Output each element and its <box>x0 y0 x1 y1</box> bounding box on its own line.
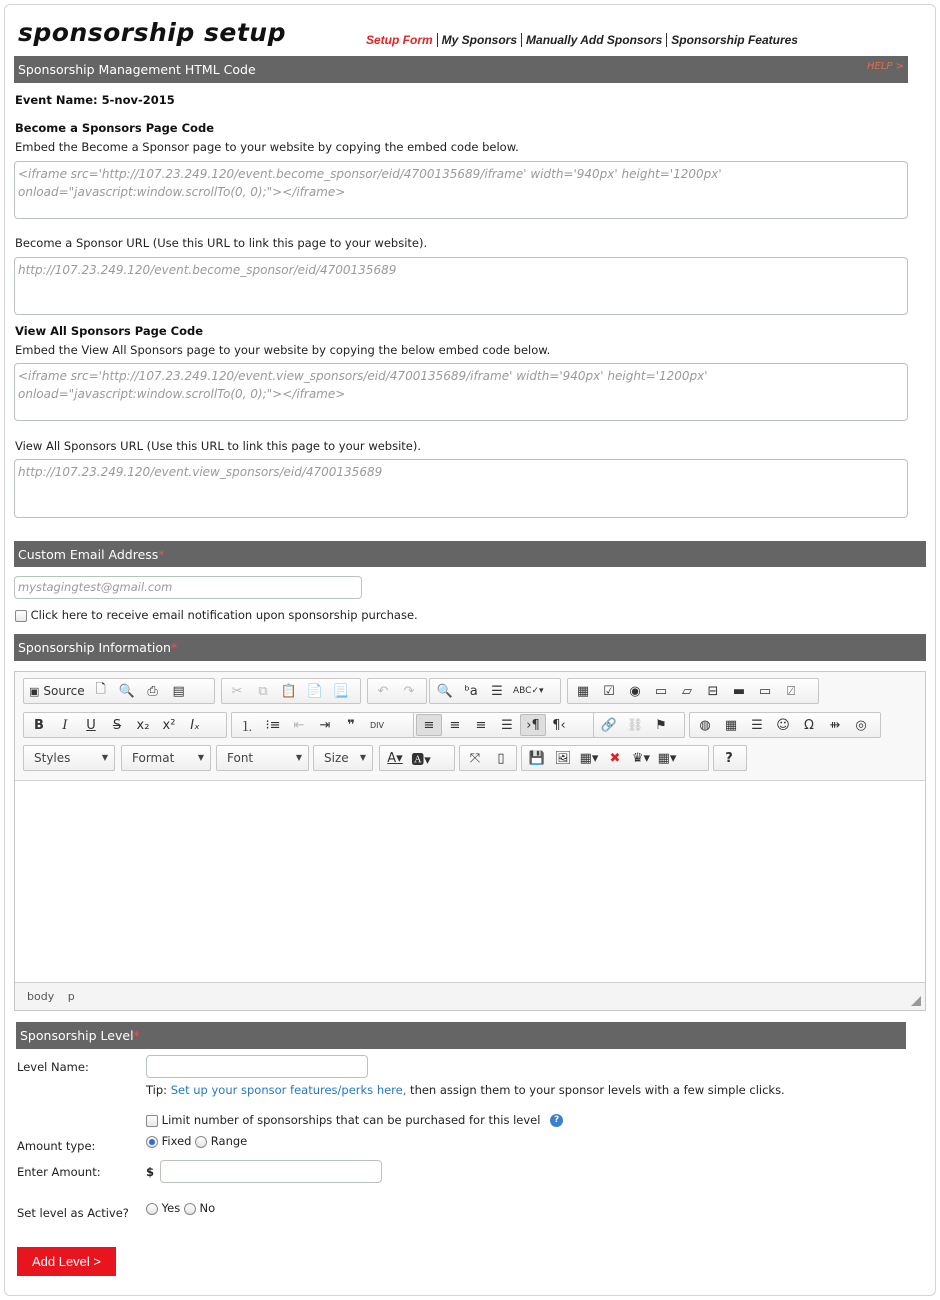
chevron-down-icon: ▼ <box>197 753 204 762</box>
become-sponsor-code-title: Become a Sponsors Page Code <box>15 121 214 135</box>
toolbar-group-about <box>713 745 747 771</box>
div-icon[interactable]: DIV <box>370 720 384 730</box>
select-all-icon[interactable]: ☰ <box>491 683 503 699</box>
limit-label: Limit number of sponsorships that can be purchased for this level <box>161 1113 541 1127</box>
view-sponsors-code-desc: Embed the View All Sponsors page to your website by copying the below embed code below. <box>15 343 551 357</box>
fixed-radio[interactable] <box>146 1136 158 1148</box>
toolbar-group-paragraph <box>231 712 415 738</box>
toolbar-group-editing <box>429 678 561 704</box>
blockquote-icon[interactable]: ❞ <box>347 717 355 733</box>
notify-label: Click here to receive email notification upon sponsorship purchase. <box>30 608 418 622</box>
remove-format-icon[interactable]: Iₓ <box>190 717 200 733</box>
email-section-header <box>14 541 926 567</box>
amount-input[interactable] <box>160 1160 382 1183</box>
flash-icon[interactable]: ◍ <box>699 717 711 733</box>
toolbar-group-links <box>593 712 685 738</box>
chevron-down-icon: ▼ <box>359 753 366 762</box>
link-icon[interactable]: 🔗 <box>600 717 618 733</box>
anchor-icon[interactable]: ⚑ <box>655 717 667 733</box>
rtl-icon[interactable]: ¶‹ <box>552 717 566 733</box>
textarea-icon[interactable]: ▱ <box>682 683 692 699</box>
info-section-title: Sponsorship Information <box>18 640 171 655</box>
yes-radio[interactable] <box>146 1203 158 1215</box>
bold-icon[interactable]: B <box>34 717 44 733</box>
image-icon[interactable]: 🖼 <box>554 750 572 766</box>
required-mark: * <box>170 640 178 655</box>
find-icon[interactable]: 🔍 <box>436 683 454 699</box>
templates-icon[interactable]: ▤ <box>172 683 185 699</box>
active-label: Set level as Active? <box>17 1206 129 1220</box>
undo-icon[interactable]: ↶ <box>377 683 389 699</box>
source-button[interactable]: ▣ Source <box>29 684 85 698</box>
limit-option <box>146 1113 563 1127</box>
unlink-icon[interactable]: ⛓ <box>626 717 644 733</box>
view-sponsors-code-textarea[interactable]: <iframe src='http://107.23.249.120/event.view_sponsors/eid/4700135689/iframe' width='940px' height='1200px' onload="javascript:window.scrollTo(0, 0);"></iframe> <box>14 363 908 421</box>
fixed-label: Fixed <box>161 1134 192 1148</box>
redo-icon[interactable]: ↷ <box>403 683 415 699</box>
smiley-icon[interactable]: ☺ <box>776 717 790 733</box>
toolbar-group-history <box>367 678 427 704</box>
paste-text-icon[interactable]: 📄 <box>306 683 324 699</box>
no-radio[interactable] <box>184 1203 196 1215</box>
become-sponsor-code-textarea[interactable]: <iframe src='http://107.23.249.120/event.become_sponsor/eid/4700135689/iframe' width='940px' height='1200px' onload="javascript:window.scrollTo(0, 0);"></iframe> <box>14 161 908 219</box>
level-name-label: Level Name: <box>17 1060 89 1074</box>
image-button-icon[interactable]: ▭ <box>758 683 772 699</box>
help-link[interactable]: HELP > <box>867 61 904 72</box>
widget-icon[interactable]: ♛▾ <box>631 750 651 766</box>
radio-icon[interactable]: ◉ <box>629 683 641 699</box>
editor-toolbar <box>15 672 925 781</box>
italic-icon[interactable]: I <box>62 717 68 733</box>
active-options <box>146 1201 215 1215</box>
font-dropdown[interactable]: Font ▼ <box>216 745 309 771</box>
maximize-icon[interactable]: ⤧ <box>469 750 481 766</box>
delete-icon[interactable]: ✖ <box>609 750 621 766</box>
print-icon[interactable]: ⎙ <box>147 683 158 699</box>
info-section-header <box>14 634 926 661</box>
checkbox-icon[interactable]: ☑ <box>603 683 615 699</box>
format-dropdown[interactable]: Format ▼ <box>121 745 211 771</box>
size-dropdown[interactable]: Size ▼ <box>313 745 373 771</box>
chevron-down-icon: ▼ <box>295 753 302 762</box>
select-icon[interactable]: ⊟ <box>707 683 719 699</box>
outdent-icon[interactable]: ⇤ <box>293 717 305 733</box>
table-menu-icon[interactable]: ▦▾ <box>579 750 599 766</box>
show-blocks-icon[interactable]: ▯ <box>497 750 505 766</box>
info-icon[interactable]: ? <box>550 1114 563 1127</box>
form-icon[interactable]: ▦ <box>576 683 590 699</box>
bg-color-icon[interactable]: 🅰▾ <box>411 752 431 768</box>
amount-type-options <box>146 1134 247 1148</box>
enter-amount-label: Enter Amount: <box>17 1165 101 1179</box>
required-mark: * <box>133 1028 140 1043</box>
toolbar-group-basicstyles <box>23 712 227 738</box>
toolbar-group-tools <box>459 745 517 771</box>
currency-symbol: $ <box>146 1165 155 1179</box>
table-icon[interactable]: ▦ <box>724 717 738 733</box>
toolbar-group-document <box>23 678 215 704</box>
path-p[interactable]: p <box>67 990 75 1003</box>
sponsor-features-link[interactable]: Set up your sponsor features/perks here, <box>170 1083 407 1097</box>
grid-menu-icon[interactable]: ▦▾ <box>657 750 677 766</box>
required-mark: * <box>158 546 165 562</box>
html-code-section-title: Sponsorship Management HTML Code <box>18 62 256 77</box>
nav-manually-add-sponsors[interactable]: Manually Add Sponsors <box>522 33 667 47</box>
toolbar-group-align <box>413 712 607 738</box>
help-icon[interactable]: ? <box>725 750 733 766</box>
horizontal-rule-icon[interactable]: ☰ <box>751 717 763 733</box>
become-sponsor-url-label: Become a Sponsor URL (Use this URL to link this page to your website). <box>15 236 428 250</box>
strike-icon[interactable]: S <box>112 717 122 733</box>
html-code-section-header <box>14 56 908 83</box>
nav-sponsorship-features[interactable]: Sponsorship Features <box>671 33 798 47</box>
level-name-input[interactable] <box>146 1055 368 1078</box>
nav-my-sponsors[interactable]: My Sponsors <box>438 33 522 47</box>
level-section-title: Sponsorship Level <box>20 1028 134 1043</box>
copy-icon[interactable]: ⧉ <box>258 683 268 699</box>
tip-text: Tip: Set up your sponsor features/perks here, then assign them to your sponsor levels with a few simple clicks. <box>146 1083 785 1097</box>
email-section-title: Custom Email Address <box>18 546 159 562</box>
styles-dropdown[interactable]: Styles ▼ <box>23 745 115 771</box>
become-sponsor-url-textarea[interactable]: http://107.23.249.120/event.become_sponsor/eid/4700135689 <box>14 257 908 315</box>
custom-email-input[interactable]: mystagingtest@gmail.com <box>14 576 362 599</box>
indent-icon[interactable]: ⇥ <box>319 717 331 733</box>
page-break-icon[interactable]: ⇻ <box>829 717 841 733</box>
textfield-icon[interactable]: ▭ <box>654 683 668 699</box>
numbered-list-icon[interactable]: ⒈ <box>240 719 254 735</box>
ltr-icon[interactable]: ›¶ <box>520 714 546 736</box>
nav-setup-form[interactable]: Setup Form <box>362 33 438 47</box>
replace-icon[interactable]: ᵇa <box>464 683 478 699</box>
chevron-down-icon: ▼ <box>101 753 108 762</box>
iframe-icon[interactable]: ◎ <box>855 717 867 733</box>
source-icon: ▣ <box>29 684 40 698</box>
page-title: sponsorship setup <box>18 18 286 47</box>
yes-label: Yes <box>161 1201 181 1215</box>
view-sponsors-url-label: View All Sponsors URL (Use this URL to link this page to your website). <box>15 439 422 453</box>
top-nav <box>362 33 802 47</box>
level-section-header <box>16 1022 906 1049</box>
range-label: Range <box>210 1134 248 1148</box>
text-color-icon[interactable]: A▾ <box>387 750 403 766</box>
view-sponsors-code-title: View All Sponsors Page Code <box>15 324 204 338</box>
toolbar-group-insert <box>689 712 881 738</box>
notify-checkbox[interactable] <box>15 610 27 622</box>
superscript-icon[interactable]: x² <box>162 717 176 733</box>
button-icon[interactable]: ▬ <box>732 683 746 699</box>
save-icon[interactable]: 💾 <box>528 750 546 766</box>
rich-text-editor <box>14 671 926 1011</box>
no-label: No <box>199 1201 216 1215</box>
spellcheck-icon[interactable]: ABC✓▾ <box>513 686 544 696</box>
editor-content-area[interactable] <box>15 781 925 981</box>
add-level-button[interactable]: Add Level > <box>17 1247 116 1276</box>
toolbar-group-clipboard <box>221 678 361 704</box>
paste-icon[interactable]: 📋 <box>280 683 298 699</box>
special-char-icon[interactable]: Ω <box>804 717 814 733</box>
view-sponsors-url-textarea[interactable]: http://107.23.249.120/event.view_sponsors/eid/4700135689 <box>14 459 908 518</box>
preview-icon[interactable]: 🔍 <box>118 683 135 699</box>
resize-handle-icon[interactable] <box>911 996 921 1006</box>
hidden-field-icon[interactable]: ⍁ <box>787 683 795 699</box>
become-sponsor-code-desc: Embed the Become a Sponsor page to your website by copying the embed code below. <box>15 140 519 154</box>
subscript-icon[interactable]: x₂ <box>136 717 150 733</box>
amount-type-label: Amount type: <box>17 1139 96 1153</box>
new-page-icon[interactable]: 🗋 <box>95 682 106 697</box>
bulleted-list-icon[interactable]: ⁝≡ <box>265 717 281 733</box>
align-left-icon[interactable]: ≡ <box>416 714 442 736</box>
align-center-icon[interactable]: ≡ <box>449 717 461 733</box>
paste-word-icon[interactable]: 📃 <box>332 683 350 699</box>
underline-icon[interactable]: U <box>86 717 96 733</box>
toolbar-group-extra <box>521 745 709 771</box>
toolbar-group-forms <box>567 678 819 704</box>
justify-icon[interactable]: ☰ <box>501 717 513 733</box>
notify-option <box>15 608 418 622</box>
align-right-icon[interactable]: ≡ <box>475 717 487 733</box>
range-radio[interactable] <box>195 1136 207 1148</box>
limit-checkbox[interactable] <box>146 1115 158 1127</box>
event-name: Event Name: 5-nov-2015 <box>15 93 175 107</box>
cut-icon[interactable]: ✂ <box>231 683 243 699</box>
editor-status-bar <box>15 982 925 1010</box>
path-body[interactable]: body <box>27 990 55 1003</box>
toolbar-group-colors <box>379 745 455 771</box>
